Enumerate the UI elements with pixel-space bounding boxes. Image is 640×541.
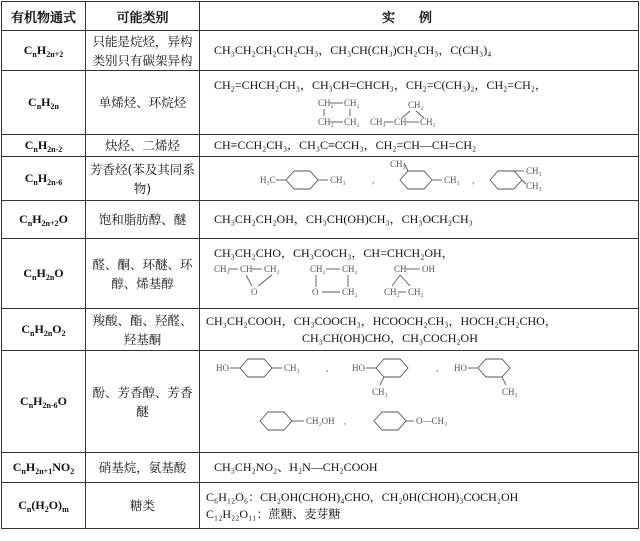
header-formula: 有机物通式 [2, 2, 86, 31]
example-cell [200, 135, 639, 157]
svg-text:OH: OH [422, 264, 435, 274]
svg-text:CH₂: CH₂ [408, 287, 424, 297]
table-row [2, 71, 639, 135]
category-cell: 饱和脂肪醇、醚 [86, 201, 200, 239]
table-row [2, 453, 639, 483]
category-cell: 只能是烷烃，异构类别只有碳架异构 [86, 31, 200, 71]
example-line: C₁₂H₂₂O₁₁：蔗糖、麦芽糖 [206, 506, 341, 521]
svg-text:CH₃: CH₃ [330, 174, 346, 185]
header-example: 实例 [200, 2, 639, 31]
formula-cell: $C_nH_{2n}O_2$ [2, 309, 86, 351]
svg-text:CH: CH [240, 264, 253, 274]
svg-text:CH₃: CH₃ [214, 264, 230, 274]
example-line: CH₂=CHCH₂CH₃，CH₃CH=CHCH₃，CH₂=C(CH₃)₂，CH₂=CH₂， [214, 78, 547, 92]
svg-text:CH₂: CH₂ [342, 264, 358, 274]
svg-text:CH₃: CH₃ [390, 158, 406, 169]
category-cell: 羧酸、酯、羟醛、羟基酮 [86, 309, 200, 351]
phenol-structures [214, 353, 614, 451]
svg-text:CH₂: CH₂ [344, 117, 360, 127]
svg-text:,: , [472, 174, 475, 185]
table-row [2, 351, 639, 453]
svg-text:CH₂: CH₂ [264, 264, 280, 274]
example-cell [200, 239, 639, 309]
svg-text:CH₃: CH₃ [372, 386, 388, 397]
example-cell [200, 157, 639, 201]
svg-text:O: O [251, 287, 258, 297]
svg-text:CH₃: CH₃ [284, 362, 300, 373]
svg-text:,: , [344, 415, 347, 426]
svg-text:CH₂: CH₂ [310, 264, 326, 274]
svg-text:CH₂OH: CH₂OH [306, 415, 335, 426]
table-row [2, 239, 639, 309]
category-cell: 芳香烃(苯及其同系物) [86, 157, 200, 201]
formula-cell: $C_nH_{2n+2}$ [2, 31, 86, 71]
example-cell [200, 351, 639, 453]
table-row [2, 201, 639, 239]
svg-text:CH: CH [394, 264, 407, 274]
organic-formula-table [1, 1, 639, 529]
svg-text:CH₂: CH₂ [344, 98, 360, 108]
cyclic-ether-structures [214, 262, 514, 302]
svg-text:CH₃: CH₃ [526, 180, 542, 191]
svg-text:,: , [326, 362, 329, 373]
example-line: C₆H₁₂O₆：CH₂OH(CHOH)₄CHO，CH₂0H(CHOH)₃COCH₂OH [206, 489, 519, 504]
example-cell [200, 201, 639, 239]
aromatic-structures [214, 159, 614, 199]
example-line: CH₃CH₂NO₂、H₂N—CH₂COOH [214, 460, 378, 474]
cycloalkane-structures [214, 94, 444, 128]
category-cell: 糖类 [86, 483, 200, 529]
example-line: CH≡CCH₂CH₃，CH₃C≡CCH₃，CH₂=CH—CH=CH₂ [214, 138, 477, 152]
example-cell [200, 483, 639, 529]
svg-text:HO: HO [216, 362, 229, 373]
example-line: CH₃CH₂CHO，CH₃COCH₃，CH=CHCH₂OH， [214, 246, 454, 260]
category-cell: 炔烃、二烯烃 [86, 135, 200, 157]
table-row [2, 309, 639, 351]
svg-text:,: , [372, 174, 375, 185]
svg-text:CH₂: CH₂ [342, 287, 358, 297]
svg-text:,: , [436, 362, 439, 373]
svg-text:CH₃: CH₃ [370, 117, 386, 127]
svg-text:O—CH₃: O—CH₃ [416, 415, 448, 426]
svg-text:CH₃: CH₃ [444, 174, 460, 185]
svg-text:HO: HO [454, 362, 467, 373]
svg-text:H₃C: H₃C [260, 174, 276, 185]
formula-cell: $C_nH_{2n}O$ [2, 239, 86, 309]
formula-cell: $C_n(H_2O)_m$ [2, 483, 86, 529]
category-cell: 硝基烷，氨基酸 [86, 453, 200, 483]
category-cell: 醛、酮、环醚、环醇、烯基醇 [86, 239, 200, 309]
example-cell [200, 453, 639, 483]
formula-cell: $C_nH_{2n-6}$ [2, 157, 86, 201]
table-row [2, 31, 639, 71]
svg-text:CH: CH [394, 117, 407, 127]
header-category: 可能类别 [86, 2, 200, 31]
svg-text:CH₃: CH₃ [502, 386, 518, 397]
svg-text:CH₂: CH₂ [408, 100, 424, 110]
table-row [2, 157, 639, 201]
svg-text:CH₂: CH₂ [318, 98, 334, 108]
svg-text:O: O [312, 287, 319, 297]
svg-text:CH₃: CH₃ [526, 165, 542, 176]
example-cell [200, 309, 639, 351]
table-row [2, 483, 639, 529]
category-cell: 单烯烃、环烷烃 [86, 71, 200, 135]
example-cell [200, 71, 639, 135]
example-line: CH₃CH₂CH₂CH₂CH₃，CH₃CH(CH₃)CH₂CH₃，C(CH₃)₄ [214, 43, 492, 57]
example-line: CH₃CH(OH)CHO，CH₃COCH₂OH [302, 330, 478, 345]
formula-cell: $C_nH_{2n-2}$ [2, 135, 86, 157]
svg-text:HO: HO [352, 362, 365, 373]
example-cell [200, 31, 639, 71]
formula-cell: $C_nH_{2n}$ [2, 71, 86, 135]
svg-text:CH₂: CH₂ [420, 117, 436, 127]
table-row [2, 135, 639, 157]
category-cell: 酚、芳香醇、芳香醚 [86, 351, 200, 453]
svg-text:CH₂: CH₂ [318, 117, 334, 127]
example-line: CH₃CH₂COOH，CH₃COOCH₃，HCOOCH₂CH₃，HOCH₂CH₂CHO， [206, 313, 557, 328]
svg-text:CH₂: CH₂ [384, 287, 400, 297]
formula-cell: $C_nH_{2n+1}NO_2$ [2, 453, 86, 483]
example-line: CH₃CH₂CH₂OH，CH₃CH(OH)CH₃，CH₃OCH₂CH₃ [214, 212, 473, 226]
header-row [2, 2, 639, 31]
formula-cell: $C_nH_{2n+2}O$ [2, 201, 86, 239]
formula-cell: $C_nH_{2n-6}O$ [2, 351, 86, 453]
